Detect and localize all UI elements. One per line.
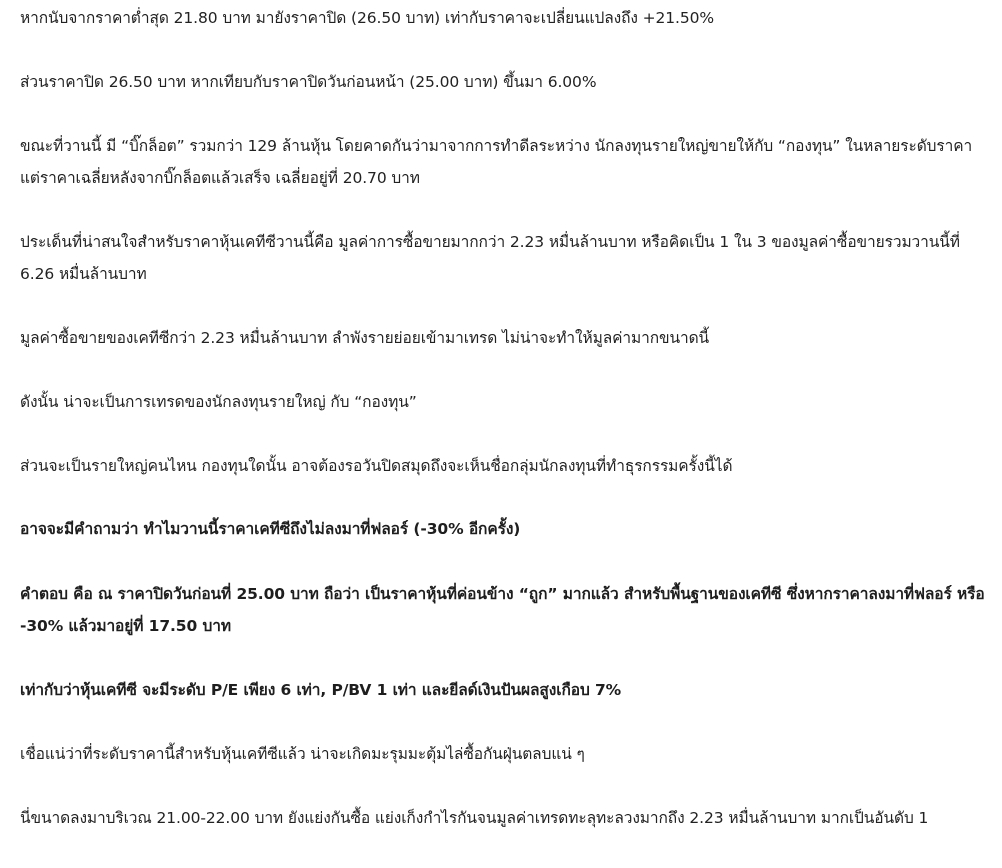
- paragraph-valuation: เท่ากับว่าหุ้นเคทีซี จะมีระดับ P/E เพียง 6 เท่า, P/BV 1 เท่า และยีลด์เงินปันผลสูงเกือบ 7%: [20, 681, 622, 699]
- paragraph-answer-cheap-price: คำตอบ คือ ณ ราคาปิดวันก่อนที่ 25.00 บาท ถือว่า เป็นราคาหุ้นที่ค่อนข้าง “ถูก” มากแล้ว สำหรับพื้นฐานของเคทีซี ซึ่งหากราคาลงมาที่ฟลอร์ หรือ -30% แล้วมาอยู่ที่ 17.50 บาท: [20, 585, 985, 635]
- paragraph-close-vs-previous: ส่วนราคาปิด 26.50 บาท หากเทียบกับราคาปิดวันก่อนหน้า (25.00 บาท) ขึ้นมา 6.00%: [20, 73, 597, 91]
- paragraph-trading-value: ประเด็นที่น่าสนใจสำหรับราคาหุ้นเคทีซีวานนี้คือ มูลค่าการซื้อขายมากกว่า 2.23 หมื่นล้านบาท หรือคิดเป็น 1 ใน 3 ของมูลค่าซื้อขายรวมวานนี้ที่ 6.26 หมื่นล้านบาท: [20, 233, 960, 283]
- paragraph-question-floor: อาจจะมีคำถามว่า ทำไมวานนี้ราคาเคทีซีถึงไม่ลงมาที่ฟลอร์ (-30% อีกครั้ง): [20, 520, 521, 538]
- paragraph-wait-book-closing: ส่วนจะเป็นรายใหญ่คนไหน กองทุนใดนั้น อาจต้องรอวันปิดสมุดถึงจะเห็นชื่อกลุ่มนักลงทุนที่ทำธุรกรรมครั้งนี้ได้: [20, 457, 733, 475]
- paragraph-retail-not-enough: มูลค่าซื้อขายของเคทีซีกว่า 2.23 หมื่นล้านบาท ลำพังรายย่อยเข้ามาเทรด ไม่น่าจะทำให้มูลค่ามากขนาดนี้: [20, 329, 710, 347]
- paragraph-buying-frenzy: เชื่อแน่ว่าที่ระดับราคานี้สำหรับหุ้นเคทีซีแล้ว น่าจะเกิดมะรุมมะตุ้มไล่ซื้อกันฝุ่นตลบแน่ ๆ: [20, 745, 585, 763]
- paragraph-big-lot: ขณะที่วานนี้ มี “บิ๊กล็อต” รวมกว่า 129 ล้านหุ้น โดยคาดกันว่ามาจากการทำดีลระหว่าง นักลงทุนรายใหญ่ขายให้กับ “กองทุน” ในหลายระดับราคา แต่ราคาเฉลี่ยหลังจากบิ๊กล็อตแล้วเสร็จ เฉลี่ยอยู่ที่ 20.70 บาท: [20, 137, 973, 187]
- paragraph-top-trading-value: นี่ขนาดลงมาบริเวณ 21.00-22.00 บาท ยังแย่งกันซื้อ แย่งเก็งกำไรกันจนมูลค่าเทรดทะลุทะลวงมากถึง 2.23 หมื่นล้านบาท มากเป็นอันดับ 1: [20, 809, 929, 827]
- paragraph-institutional-trade: ดังนั้น น่าจะเป็นการเทรดของนักลงทุนรายใหญ่ กับ “กองทุน”: [20, 393, 417, 411]
- paragraph-price-change-from-low: หากนับจากราคาต่ำสุด 21.80 บาท มายังราคาปิด (26.50 บาท) เท่ากับราคาจะเปลี่ยนแปลงถึง +21.50%: [20, 9, 715, 27]
